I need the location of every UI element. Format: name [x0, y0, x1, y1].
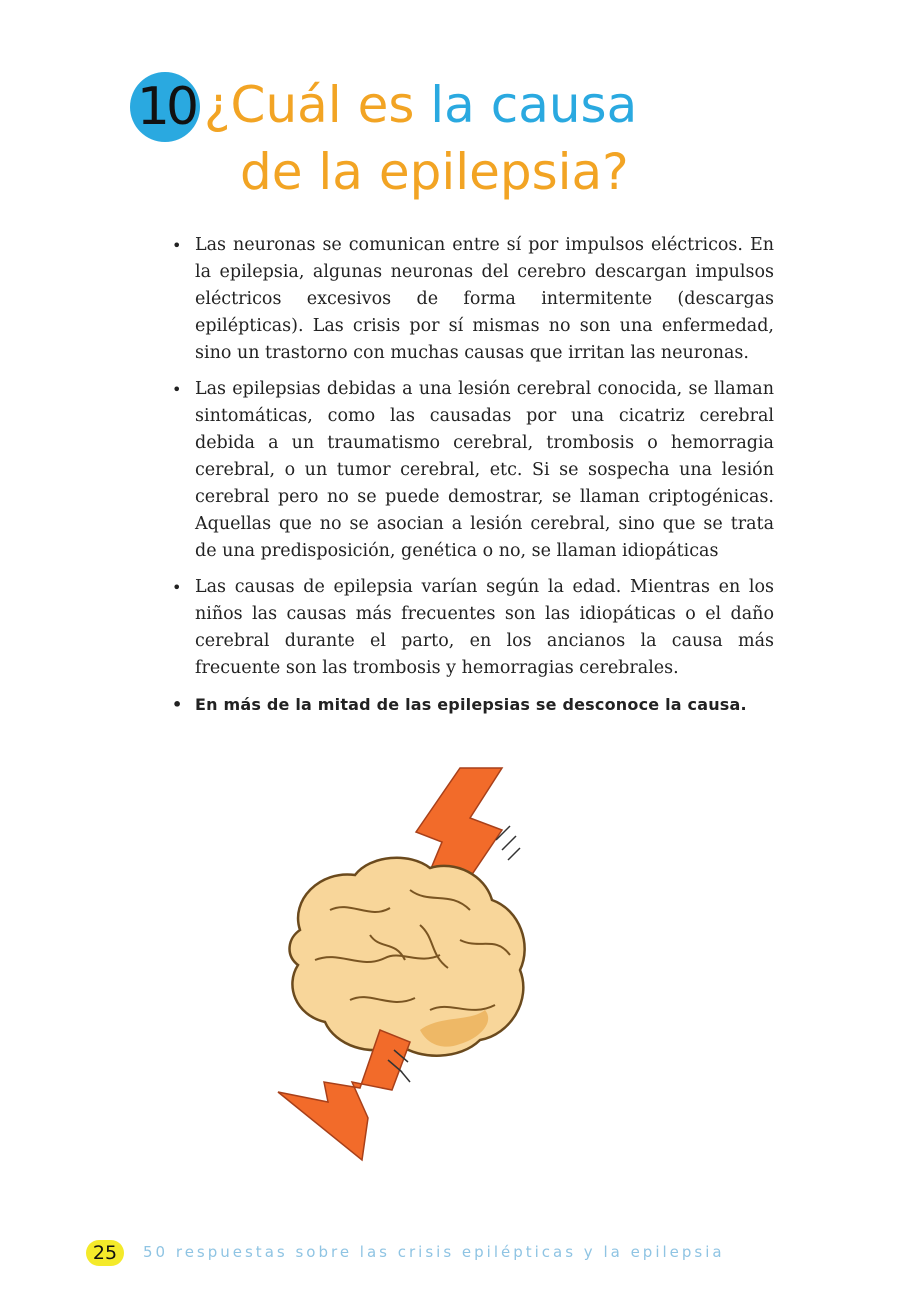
- lightning-bolt-lower: [278, 1030, 410, 1160]
- chapter-number: 10: [136, 77, 196, 137]
- footer-book-title: 50 respuestas sobre las crisis epilépticas y la epilepsia: [143, 1243, 725, 1261]
- list-item-text: Las causas de epilepsia varían según la edad. Mientras en los niños las causas más frecuentes son las idiopáticas o el daño cerebral durante el parto, en los ancianos la causa más frecuente son las trombosis y hemorragias cerebrales.: [195, 577, 774, 678]
- page-number: 25: [92, 1242, 118, 1264]
- bullet-list: [172, 232, 774, 727]
- bullet-icon: •: [172, 236, 182, 255]
- list-item-emphasis: [172, 691, 774, 718]
- title-part-2: la causa: [430, 76, 638, 134]
- bullet-icon: •: [172, 380, 182, 399]
- list-item: [172, 574, 774, 682]
- list-item-text: En más de la mitad de las epilepsias se desconoce la causa.: [195, 695, 747, 714]
- list-item-text: Las epilepsias debidas a una lesión cerebral conocida, se llaman sintomáticas, como las causadas por una cicatriz cerebral debida a un traumatismo cerebral, trombosis o hemorragia cerebral, o un tumor cerebral, etc. Si se sospecha una lesión cerebral pero no se puede demostrar, se llaman criptogénicas. Aquellas que no se asocian a lesión cerebral, sino que se trata de una predisposición, genética o no, se llaman idiopáticas: [195, 379, 774, 561]
- list-item: [172, 376, 774, 565]
- list-item-text: Las neuronas se comunican entre sí por impulsos eléctricos. En la epilepsia, algunas neuronas del cerebro descargan impulsos eléctricos excesivos de forma intermitente (descargas epilépticas). Las crisis por sí mismas no son una enfermedad, sino un trastorno con muchas causas que irritan las neuronas.: [195, 235, 774, 363]
- bullet-icon: •: [172, 695, 183, 714]
- title-part-1: ¿Cuál es: [204, 76, 431, 134]
- bullet-icon: •: [172, 578, 182, 597]
- page-title-line-2: de la epilepsia?: [240, 143, 629, 201]
- page-title-line-1: [204, 75, 637, 135]
- brain-lightning-icon: [270, 760, 560, 1170]
- brain-shape: [290, 858, 525, 1056]
- list-item: [172, 232, 774, 367]
